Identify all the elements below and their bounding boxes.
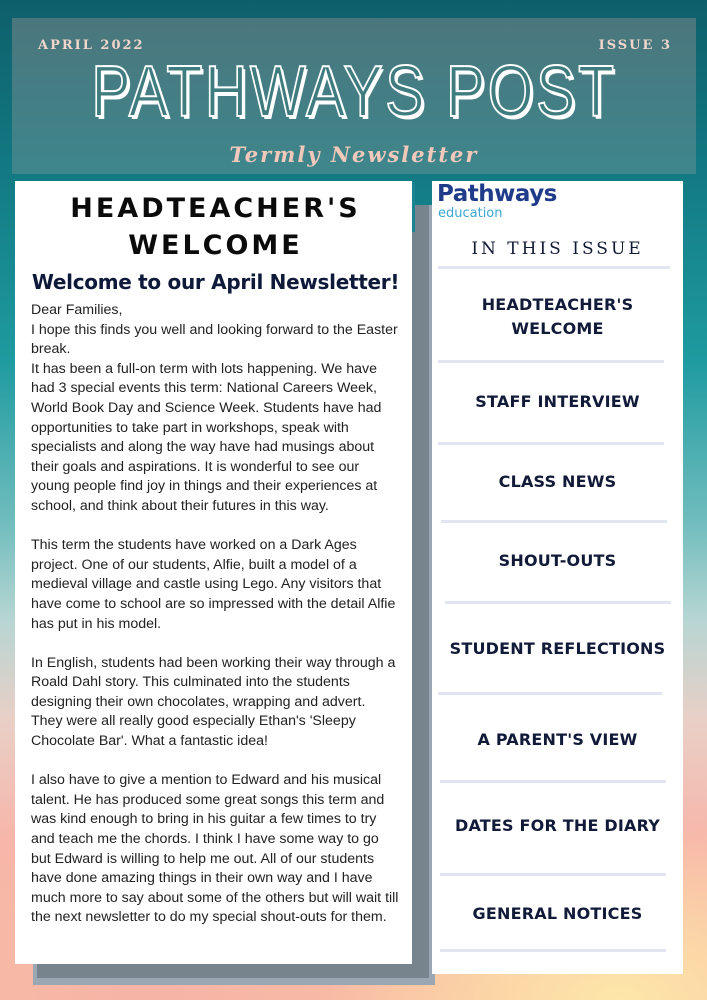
article-body — [31, 301, 400, 928]
article-paragraph: This term the students have worked on a Dark Ages project. One of our students, Alfie, built a model of a medieval village and castle using Lego. Any visitors that have come to school are so impressed with the detail Alfie has put in his model. — [31, 537, 396, 632]
toc-item-label: WELCOME — [511, 319, 604, 338]
toc-divider — [438, 360, 664, 363]
headteacher-welcome-article — [15, 181, 412, 964]
paragraph-gap — [31, 634, 400, 654]
toc-item-staff-interview[interactable] — [432, 390, 683, 414]
toc-divider — [440, 780, 666, 783]
toc-item-label: STUDENT REFLECTIONS — [449, 639, 666, 658]
article-title-line-2: WELCOME — [128, 230, 303, 261]
paragraph-gap — [31, 752, 400, 772]
newsletter-subtitle: Termly Newsletter — [229, 142, 479, 167]
toc-item-label: A PARENT'S VIEW — [477, 730, 638, 749]
article-paragraph: I hope this finds you well and looking forward to the Easter break. — [31, 321, 398, 358]
toc-item-student-reflections[interactable] — [432, 637, 683, 661]
toc-item-class-news[interactable] — [432, 470, 683, 494]
toc-item-label: STAFF INTERVIEW — [475, 392, 640, 411]
toc-item-dates-for-the-diary[interactable] — [432, 814, 683, 838]
paragraph-gap — [31, 517, 400, 537]
toc-item-label: CLASS NEWS — [498, 472, 617, 491]
toc-divider — [441, 520, 667, 523]
toc-heading: IN THIS ISSUE — [471, 239, 644, 259]
newsletter-title: PATHWAYS POST — [91, 52, 617, 132]
issue-number: ISSUE 3 — [598, 38, 672, 53]
toc-item-shout-outs[interactable] — [432, 549, 683, 573]
toc-divider — [440, 949, 666, 952]
toc-divider — [438, 442, 664, 445]
in-this-issue-sidebar — [432, 181, 683, 974]
issue-date: APRIL 2022 — [38, 38, 145, 53]
article-title-line-1: HEADTEACHER'S — [70, 193, 361, 224]
article-paragraph: It has been a full-on term with lots happening. We have had 3 special events this term: National Careers Week, World Book Day and Science Week. Students have had opportunities to take part in workshops, speak with specialists and along the way have had musings about their goals and aspirations. It is wonderful to see our young people find joy in things and their experiences at school, and think about their futures in this way. — [31, 360, 382, 514]
toc-divider — [445, 601, 671, 604]
toc-item-headteachers-welcome[interactable] — [432, 293, 683, 341]
article-paragraph: In English, students had been working their way through a Roald Dahl story. This culminated into the students designing their own chocolates, wrapping and advert. They were all really good especially Ethan's 'Sleepy Chocolate Bar'. What a fantastic idea! — [31, 654, 396, 750]
article-subtitle: Welcome to our April Newsletter! — [31, 270, 400, 294]
toc-divider — [438, 266, 670, 269]
toc-item-label: DATES FOR THE DIARY — [454, 816, 661, 835]
logo-wordmark: Pathways — [437, 181, 557, 207]
pathways-education-logo — [437, 181, 557, 221]
article-title — [31, 190, 400, 264]
toc-divider — [438, 692, 662, 695]
toc-item-general-notices[interactable] — [432, 902, 683, 926]
toc-item-label: GENERAL NOTICES — [472, 904, 643, 923]
article-paragraph: I also have to give a mention to Edward and his musical talent. He has produced some great songs this term and was kind enough to bring in his guitar a few times to try and teach me the chords. I think I have some way to go but Edward is willing to help me out. All of our students have done amazing things in their own way and I have much more to say about some of the others but will wait till the next newsletter to do my special shout-outs for them. — [31, 772, 399, 926]
toc-item-a-parents-view[interactable] — [432, 728, 683, 752]
toc-divider — [440, 873, 666, 876]
logo-subtext: education — [438, 206, 503, 221]
masthead — [12, 18, 696, 174]
toc-item-label: HEADTEACHER'S — [481, 295, 634, 314]
toc-item-label: SHOUT-OUTS — [498, 551, 617, 570]
article-paragraph: Dear Families, — [31, 302, 123, 318]
